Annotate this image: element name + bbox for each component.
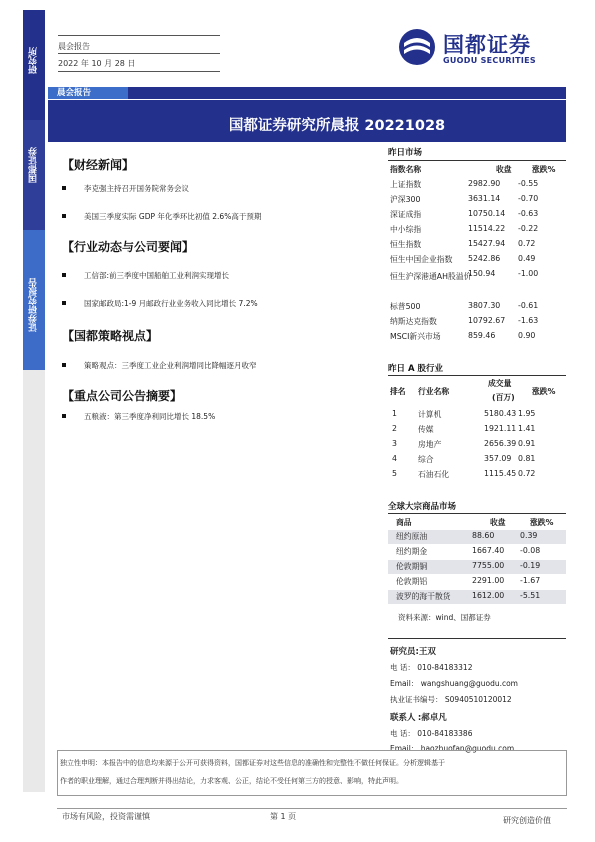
- industry-row-cell: 1.41: [518, 424, 536, 433]
- market-row-cell: MSCI新兴市场: [390, 332, 441, 341]
- analyst: 研究员:王双: [390, 647, 436, 657]
- market-row-cell: 纳斯达克指数: [390, 317, 437, 326]
- market-row-cell: -0.61: [518, 301, 539, 310]
- market-row-cell: -0.63: [518, 209, 539, 218]
- bullet-icon: [62, 186, 66, 190]
- header-rule-bottom: [58, 71, 220, 72]
- market-row-cell: 深证成指: [390, 210, 422, 219]
- industry-row-cell: 0.72: [518, 469, 536, 478]
- contact-email: Email： haozhuofan@guodu.com: [390, 744, 515, 753]
- market-row: [388, 315, 566, 329]
- industry-row-cell: 1115.45: [484, 469, 517, 478]
- report-type: 晨会报告: [58, 42, 90, 51]
- market-row-cell: -0.70: [518, 194, 539, 203]
- market-row-cell: 0.49: [518, 254, 536, 263]
- commodity-title: 全球大宗商品市场: [388, 502, 457, 512]
- industry-row-cell: 357.09: [484, 454, 512, 463]
- industry-row: [388, 438, 566, 452]
- market-row: [388, 208, 566, 222]
- logo-mark-icon: [398, 28, 436, 66]
- disclaimer-box: [57, 750, 567, 796]
- industry-row-cell: 0.81: [518, 454, 536, 463]
- analyst-phone: 电 话： 010-84183312: [390, 663, 473, 672]
- market-row-cell: 150.94: [468, 269, 496, 278]
- logo-text-cn: 国都证券: [443, 33, 531, 57]
- industry-row-cell: 传媒: [418, 425, 434, 434]
- industry-header-row: 排名 行业名称 成交量 (百万) 涨跌%: [390, 379, 556, 402]
- commodity-row: [388, 560, 566, 574]
- analyst-email: Email： wangshuang@guodu.com: [390, 679, 518, 688]
- market-rule: [388, 160, 566, 161]
- industry-row-cell: 3: [392, 439, 397, 448]
- market-row-cell: 859.46: [468, 331, 496, 340]
- page-number: 第 1 页: [270, 812, 297, 821]
- data-source: 资料来源：wind、国都证券: [398, 613, 491, 622]
- commodity-row-cell: 1667.40: [472, 546, 505, 555]
- industry-row-cell: 综合: [418, 455, 434, 464]
- page-title: 国都证券研究所晨报 20221028: [228, 118, 446, 134]
- industry-row: [388, 423, 566, 437]
- industry-row-cell: 4: [392, 454, 397, 463]
- market-row-cell: 上证指数: [390, 180, 422, 189]
- bullet-icon: [62, 301, 66, 305]
- company-logo: [398, 26, 558, 70]
- commodity-row-cell: 伦敦期铝: [396, 577, 428, 586]
- logo-text-en: GUODU SECURITIES: [443, 56, 536, 65]
- commodity-row-cell: -5.51: [520, 591, 541, 600]
- industry-row-cell: 1: [392, 409, 397, 418]
- market-row-cell: 15427.94: [468, 239, 506, 248]
- left-sidebar: [23, 10, 45, 792]
- market-row: [388, 178, 566, 192]
- header-rule-top: [58, 35, 220, 36]
- market-row-cell: 恒生中国企业指数: [390, 255, 453, 264]
- industry-row-cell: 5: [392, 469, 397, 478]
- market-row-cell: 11514.22: [468, 224, 506, 233]
- market-row-cell: 恒生沪深港通AH股溢价: [390, 272, 472, 281]
- section-heading-finance-news: 【财经新闻】: [62, 158, 135, 172]
- market-row-cell: -1.63: [518, 316, 539, 325]
- contact-rule: [388, 638, 566, 639]
- market-row-cell: 3807.30: [468, 301, 501, 310]
- industry-row-cell: 石油石化: [418, 470, 450, 479]
- industry-row-cell: 5180.43: [484, 409, 517, 418]
- market-row-cell: -0.55: [518, 179, 539, 188]
- footer-risk-note: 市场有风险，投资需谨慎: [62, 812, 150, 821]
- commodity-row-cell: 88.60: [472, 531, 495, 540]
- market-row: [388, 223, 566, 237]
- section-heading-announcements: 【重点公司公告摘要】: [62, 389, 183, 403]
- commodity-row-cell: 纽约原油: [396, 532, 428, 541]
- industry-row-cell: 0.91: [518, 439, 536, 448]
- contact-person: 联系人 :郝卓凡: [390, 713, 447, 723]
- market-row: [388, 253, 566, 267]
- commodity-row-cell: 7755.00: [472, 561, 505, 570]
- market-row-cell: 标普500: [390, 302, 421, 311]
- contact-phone: 电 话： 010-84183386: [390, 729, 473, 738]
- market-row-cell: 3631.14: [468, 194, 501, 203]
- commodity-row-cell: -1.67: [520, 576, 541, 585]
- market-row-cell: 2982.90: [468, 179, 501, 188]
- industry-row-cell: 计算机: [418, 410, 442, 419]
- market-row-cell: 10750.14: [468, 209, 506, 218]
- market-row-cell: -1.00: [518, 269, 539, 278]
- industry-row: [388, 468, 566, 482]
- market-row-cell: -0.22: [518, 224, 539, 233]
- commodity-row-cell: 0.39: [520, 531, 538, 540]
- market-row: [388, 330, 566, 344]
- market-row-cell: 5242.86: [468, 254, 501, 263]
- footer-slogan: 研究创造价值: [503, 816, 551, 825]
- industry-row-cell: 2656.39: [484, 439, 517, 448]
- sidebar-block-gray: [23, 370, 45, 792]
- market-row: [388, 300, 566, 314]
- commodity-row-cell: 伦敦期铜: [396, 562, 428, 571]
- commodity-row: [388, 590, 566, 604]
- market-row-cell: 沪深300: [390, 195, 421, 204]
- commodity-row-cell: -0.19: [520, 561, 541, 570]
- commodity-row: [388, 530, 566, 544]
- industry-row-cell: 1.95: [518, 409, 536, 418]
- market-row-cell: 0.90: [518, 331, 536, 340]
- commodity-rule: [388, 513, 566, 514]
- commodity-row: [388, 545, 566, 559]
- industry-row-cell: 2: [392, 424, 397, 433]
- industry-rule: [388, 375, 566, 376]
- sidebar-label-institute: 研究所: [29, 47, 39, 75]
- bullet-icon: [62, 214, 66, 218]
- industry-row-cell: 房地产: [418, 440, 442, 449]
- disclaimer-line-2: 作者的职业理解，通过合理判断并得出结论，力求客观、公正，结论不受任何第三方的授意、影响，特此声明。: [60, 777, 403, 785]
- industry-row: [388, 408, 566, 422]
- market-row-cell: 10792.67: [468, 316, 506, 325]
- commodity-row-cell: -0.08: [520, 546, 541, 555]
- section-heading-strategy: 【国都策略视点】: [62, 329, 159, 343]
- market-row: [388, 193, 566, 207]
- market-title: 昨日市场: [388, 148, 423, 158]
- commodity-row-cell: 1612.00: [472, 591, 505, 600]
- commodity-row: [388, 575, 566, 589]
- commodity-row-cell: 纽约期金: [396, 547, 428, 556]
- disclaimer-line-1: 独立性申明：本报告中的信息均来源于公开可获得资料，国都证券对这些信息的准确性和完整性不做任何保证。分析逻辑基于: [60, 759, 445, 767]
- bullet-icon: [62, 414, 66, 418]
- report-tag: 晨会报告: [48, 87, 128, 99]
- market-row-cell: 0.72: [518, 239, 536, 248]
- commodity-row-cell: 2291.00: [472, 576, 505, 585]
- report-date: 2022 年 10 月 28 日: [58, 59, 136, 68]
- bullet-icon: [62, 273, 66, 277]
- sidebar-label-company: 国都证券: [29, 147, 39, 183]
- footer-rule: [57, 808, 567, 809]
- industry-row-cell: 1921.11: [484, 424, 517, 433]
- industry-title: 昨日 A 股行业: [388, 364, 443, 374]
- market-row: [388, 268, 566, 299]
- market-header-row: 指数名称 收盘 涨跌%: [390, 165, 556, 174]
- header-rule-mid: [58, 53, 220, 54]
- commodity-row-cell: 波罗的海干散货: [396, 592, 451, 601]
- analyst-cert: 执业证书编号： S0940510120012: [390, 695, 512, 704]
- commodity-header-row: 商品 收盘 涨跌%: [396, 518, 554, 527]
- bullet-icon: [62, 363, 66, 367]
- market-row: [388, 238, 566, 252]
- industry-row: [388, 453, 566, 467]
- market-row-cell: 恒生指数: [390, 240, 422, 249]
- sidebar-label-report: 证券研究报告: [29, 278, 39, 332]
- market-row-cell: 中小综指: [390, 225, 422, 234]
- section-heading-industry: 【行业动态与公司要闻】: [62, 240, 195, 254]
